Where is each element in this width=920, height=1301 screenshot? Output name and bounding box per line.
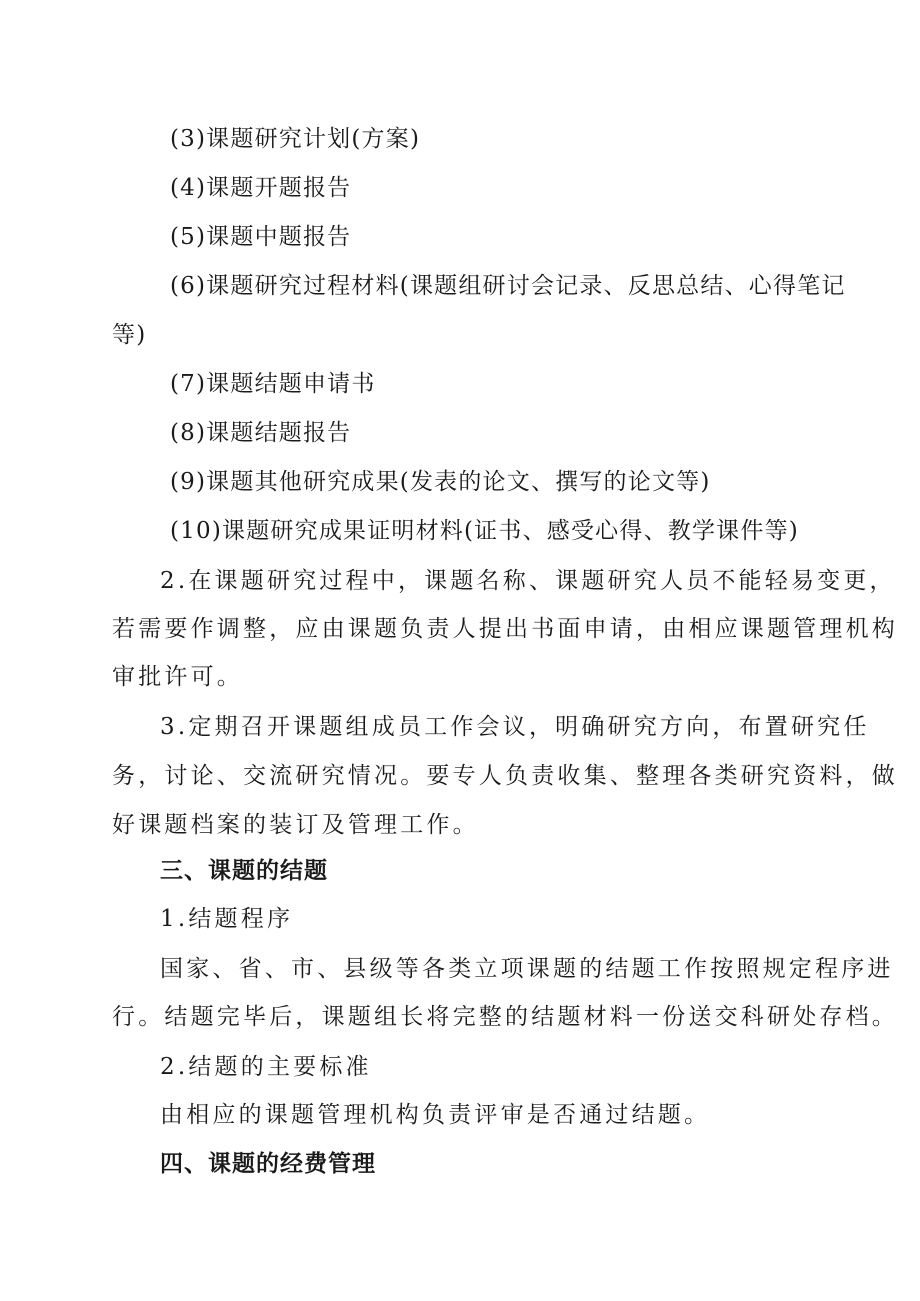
subheading-2: 2.结题的主要标准 — [160, 1054, 372, 1080]
list-item-3: (3)课题研究计划(方案) — [170, 126, 421, 152]
paragraph-2-line-1: 2.在课题研究过程中，课题名称、课题研究人员不能轻易变更， — [160, 568, 896, 594]
list-item-7: (7)课题结题申请书 — [170, 371, 376, 397]
list-item-8: (8)课题结题报告 — [170, 420, 352, 446]
list-item-6-continued: 等) — [112, 322, 147, 348]
paragraph-3-line-2: 务，讨论、交流研究情况。要专人负责收集、整理各类研究资料，做 — [112, 763, 898, 789]
paragraph-3-line-1: 3.定期召开课题组成员工作会议，明确研究方向，布置研究任 — [160, 714, 870, 740]
subheading-1: 1.结题程序 — [160, 906, 294, 932]
section-heading-4: 四、课题的经费管理 — [160, 1151, 376, 1177]
list-item-6: (6)课题研究过程材料(课题组研讨会记录、反思总结、心得笔记 — [170, 273, 846, 299]
list-item-4: (4)课题开题报告 — [170, 175, 352, 201]
paragraph-conclusion-line-1: 国家、省、市、县级等各类立项课题的结题工作按照规定程序进 — [160, 956, 894, 982]
paragraph-conclusion-line-2: 行。结题完毕后，课题组长将完整的结题材料一份送交科研处存档。 — [112, 1004, 898, 1030]
section-heading-3: 三、课题的结题 — [160, 858, 328, 884]
list-item-9: (9)课题其他研究成果(发表的论文、撰写的论文等) — [170, 469, 711, 495]
paragraph-2-line-3: 审批许可。 — [112, 664, 243, 690]
list-item-5: (5)课题中题报告 — [170, 224, 352, 250]
paragraph-2-line-2: 若需要作调整，应由课题负责人提出书面申请，由相应课题管理机构 — [112, 616, 898, 642]
list-item-10: (10)课题研究成果证明材料(证书、感受心得、教学课件等) — [170, 518, 799, 544]
paragraph-standard: 由相应的课题管理机构负责评审是否通过结题。 — [160, 1102, 711, 1128]
paragraph-3-line-3: 好课题档案的装订及管理工作。 — [112, 812, 479, 838]
